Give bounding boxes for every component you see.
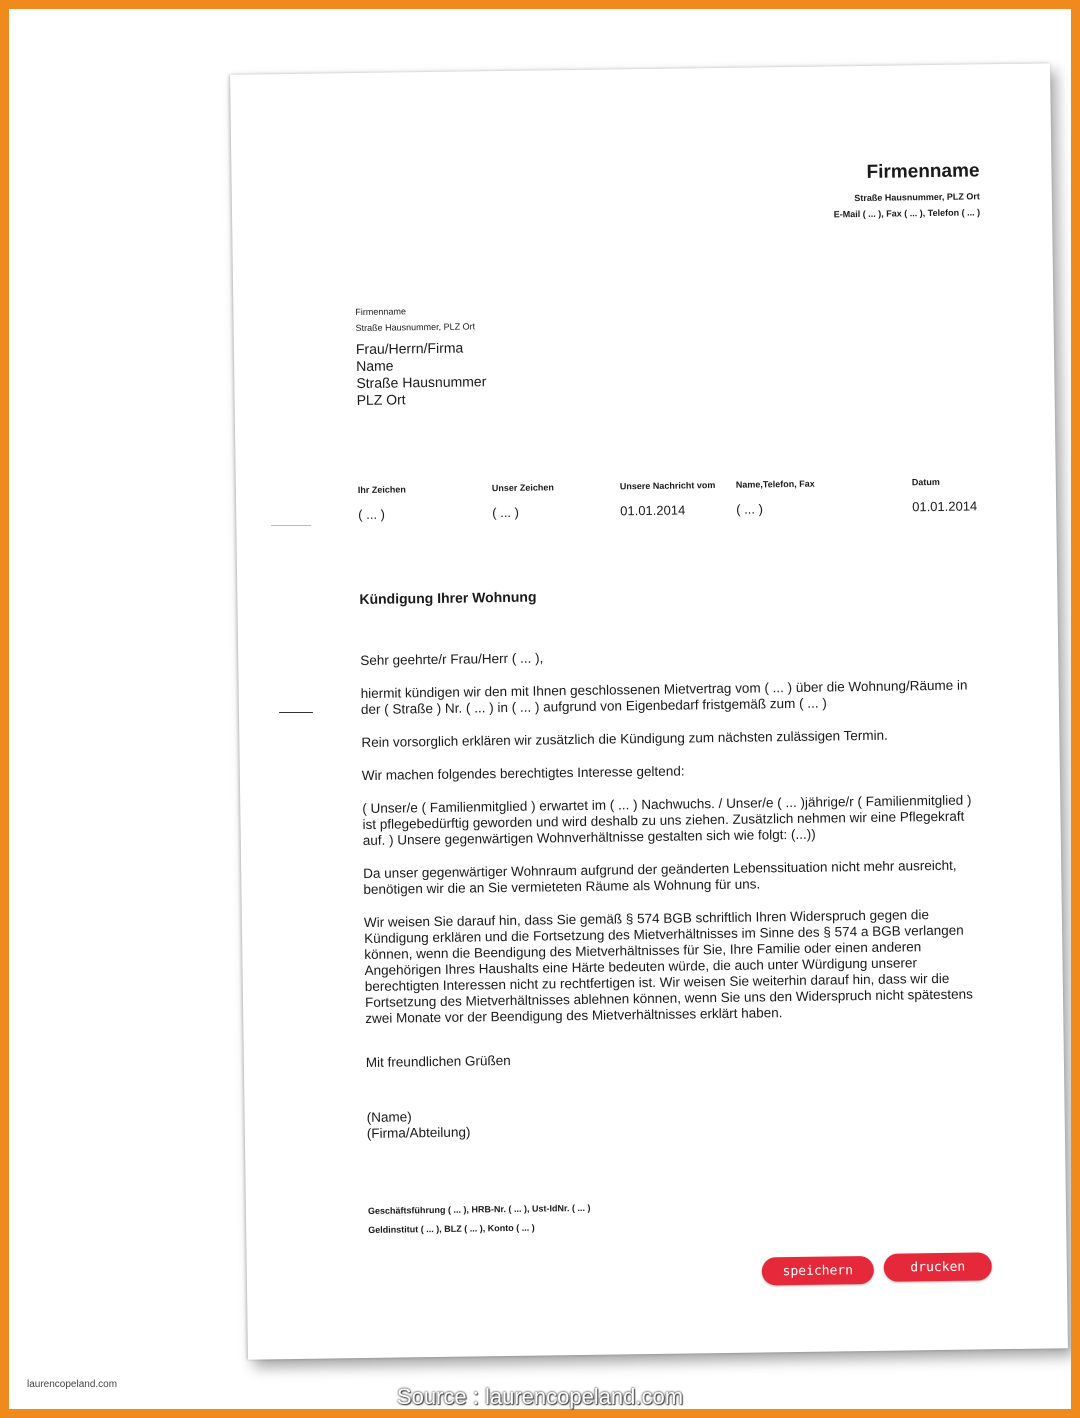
recipient-block	[356, 339, 487, 409]
watermark-source: Source : laurencopeland.com	[396, 1384, 684, 1409]
reference-label: Unser Zeichen	[491, 482, 554, 494]
body-paragraph: Rein vorsorglich erklären wir zusätzlich die Kündigung zum nächsten zulässigen Termin.	[361, 727, 888, 751]
recipient-city: PLZ Ort	[356, 391, 406, 409]
watermark-small: laurencopeland.com	[27, 1379, 118, 1390]
reference-name-telefon	[736, 479, 815, 517]
reference-unser-zeichen	[492, 482, 555, 520]
reference-unsere-nachricht	[620, 480, 716, 518]
reference-value: ( ... )	[358, 506, 386, 523]
sender-block	[355, 302, 475, 336]
footer-management: Geschäftsführung ( ... ), HRB-Nr. ( ... ), Ust-IdNr. ( ... )	[367, 1202, 591, 1216]
reference-datum	[912, 476, 978, 514]
signature-name: (Name)	[366, 1109, 412, 1125]
letterhead-company: Firmenname	[866, 160, 980, 183]
reference-value: 01.01.2014	[620, 502, 686, 519]
fold-mark	[271, 525, 311, 526]
reference-ihr-zeichen	[358, 484, 407, 522]
signature-department: (Firma/Abteilung)	[366, 1124, 471, 1141]
body-paragraph: Wir weisen Sie darauf hin, dass Sie gemäß § 574 BGB schriftlich Ihren Widerspruch gegen die Kündigung erklären und die Fortsetzung des Mietverhältnisses im Sinne des § 574 a BGB verlangen können, wenn die Beendigung des Mietverhältnisses für Sie, Ihre Familie oder einen anderen Angehörigen Ihres Haushalts eine Härte bedeuten würde, die auch unter Würdigung unserer berechtigten Interessen nicht zu rechtfertigen ist. Wir weisen Sie weiterhin darauf hin, dass wir die Fortsetzung des Mietverhältnisses ablehnen können, wenn Sie uns den Widerspruch nicht spätestens zwei Monate vor der Beendigung des Mietverhältnisses erklärt haben.	[363, 907, 973, 1026]
body-paragraph: Sehr geehrte/r Frau/Herr ( ... ),	[360, 650, 544, 669]
reference-value: 01.01.2014	[912, 498, 978, 515]
letter-sheet	[230, 63, 1068, 1359]
body-paragraph: hiermit kündigen wir den mit Ihnen geschlossenen Mietvertrag vom ( ... ) über die Wohnung/Räume in der ( Straße ) Nr. ( ... ) in ( ... ) aufgrund von Eigenbedarf fristgemäß zum ( ... )	[360, 677, 968, 718]
letterhead-address: Straße Hausnummer, PLZ Ort	[854, 191, 980, 204]
recipient-salutation: Frau/Herrn/Firma	[355, 339, 464, 358]
letter-body	[360, 644, 980, 1044]
reference-label: Unsere Nachricht vom	[619, 480, 716, 492]
letterhead-contact: E-Mail ( ... ), Fax ( ... ), Telefon ( ... )	[833, 207, 981, 220]
body-paragraph: ( Unser/e ( Familienmitglied ) erwartet im ( ... ) Nachwuchs. / Unser/e ( ... )jährige/r ( Familienmitglied ) ist pflegebedürftig geworden und wird deshalb zu uns ziehen. Zusätzlich nehmen wir eine Pflegekraft auf. ) Unsere gegenwärtigen Wohnverhältnisse gestalten sich wie folgt: (...))	[362, 792, 972, 849]
reference-label: Name,Telefon, Fax	[735, 478, 815, 490]
sender-company: Firmenname	[355, 306, 406, 318]
image-canvas	[9, 9, 1071, 1409]
punch-mark	[279, 712, 313, 713]
reference-value: ( ... )	[492, 504, 520, 521]
recipient-name: Name	[356, 357, 394, 375]
sender-address: Straße Hausnummer, PLZ Ort	[355, 321, 476, 334]
reference-label: Ihr Zeichen	[357, 484, 406, 496]
reference-label: Datum	[911, 476, 940, 488]
body-paragraph: Wir machen folgendes berechtigtes Interesse geltend:	[361, 763, 685, 784]
reference-value: ( ... )	[736, 501, 764, 517]
print-button[interactable]: drucken	[884, 1252, 992, 1282]
footer-bank: Geldinstitut ( ... ), BLZ ( ... ), Konto ( ... )	[368, 1222, 535, 1235]
recipient-street: Straße Hausnummer	[356, 373, 487, 392]
letter-subject: Kündigung Ihrer Wohnung	[359, 588, 537, 608]
body-paragraph: Da unser gegenwärtiger Wohnraum aufgrund der geänderten Lebenssituation nicht mehr ausreicht, benötigen wir die an Sie vermieteten Räume als Wohnung für uns.	[363, 857, 957, 898]
letter-closing: Mit freundlichen Grüßen	[365, 1052, 511, 1070]
save-button[interactable]: speichern	[762, 1256, 874, 1286]
